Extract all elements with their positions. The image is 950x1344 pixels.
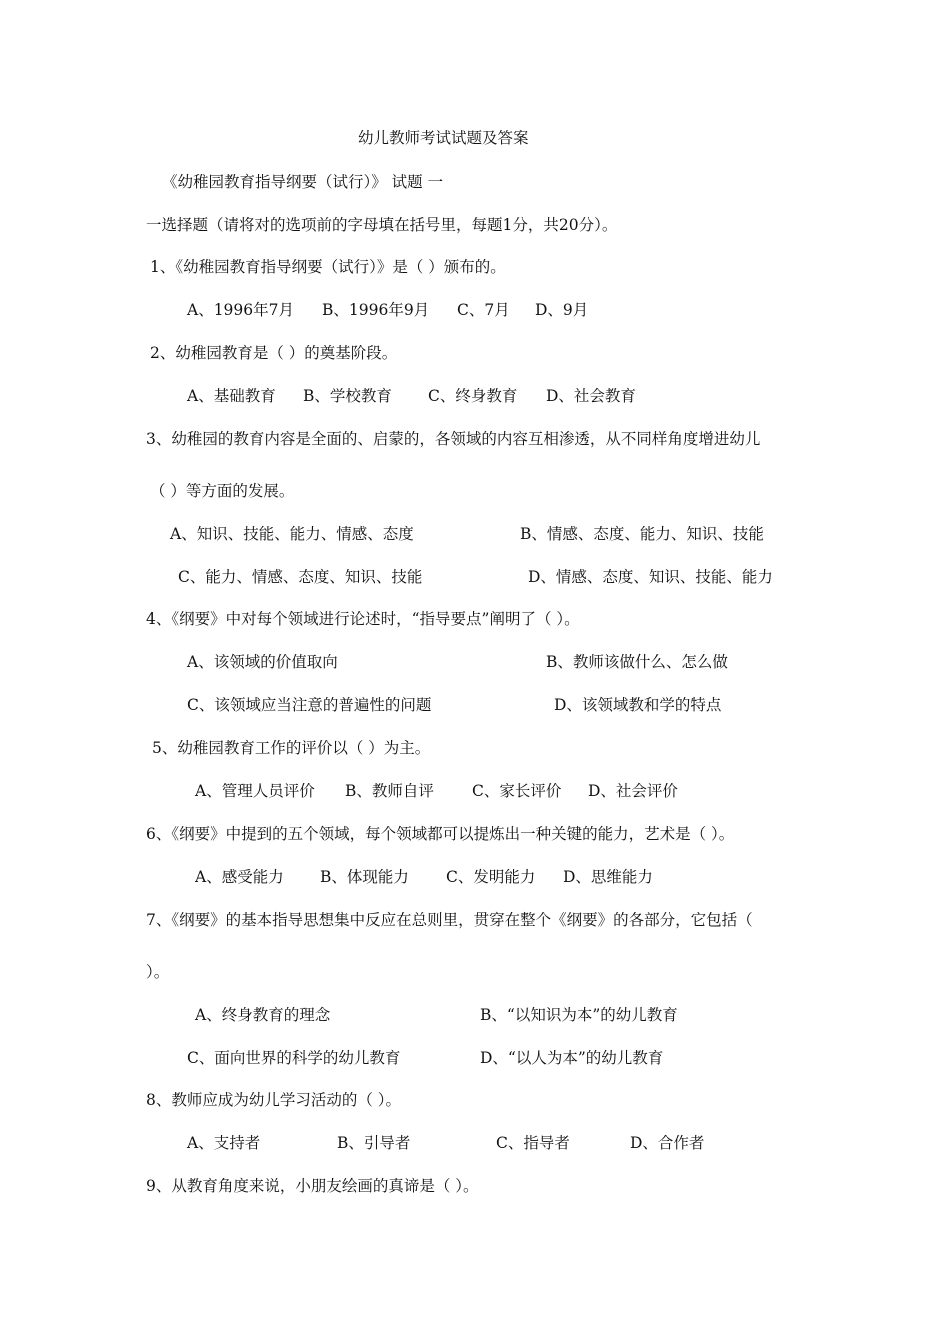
question-stem: 1、《幼稚园教育指导纲要（试行）》是（ ）颁布的。: [150, 258, 506, 276]
document-subtitle: 《幼稚园教育指导纲要（试行）》 试题 一: [162, 173, 444, 191]
option-c: C、面向世界的科学的幼儿教育: [187, 1049, 401, 1067]
question-stem: 8、教师应成为幼儿学习活动的（ ）。: [146, 1091, 402, 1109]
option-d: D、社会教育: [546, 387, 636, 405]
option-a: A、知识、技能、能力、情感、态度: [170, 525, 414, 543]
option-d: D、该领域教和学的特点: [554, 696, 722, 714]
option-b: B、教师该做什么、怎么做: [546, 653, 728, 671]
option-c: C、发明能力: [446, 868, 536, 886]
section-heading: 一选择题（请将对的选项前的字母填在括号里，每题1分，共20分）。: [146, 216, 618, 234]
option-c: C、该领域应当注意的普遍性的问题: [187, 696, 432, 714]
question-stem-continued: ）。: [146, 963, 170, 981]
option-b: B、引导者: [337, 1134, 411, 1152]
option-d: D、思维能力: [563, 868, 653, 886]
question-stem: 5、幼稚园教育工作的评价以（ ）为主。: [152, 739, 431, 757]
option-d: D、9月: [535, 301, 589, 319]
document-title: 幼儿教师考试试题及答案: [358, 129, 529, 147]
option-b: B、1996年9月: [322, 301, 430, 319]
option-b: B、“以知识为本”的幼儿教育: [480, 1006, 678, 1024]
option-b: B、学校教育: [303, 387, 392, 405]
option-c: C、能力、情感、态度、知识、技能: [178, 568, 423, 586]
question-stem: 7、《纲要》的基本指导思想集中反应在总则里，贯穿在整个《纲要》的各部分，它包括（: [146, 911, 753, 929]
option-a: A、1996年7月: [187, 301, 295, 319]
question-stem-continued: （ ）等方面的发展。: [150, 482, 295, 500]
option-b: B、体现能力: [320, 868, 409, 886]
option-d: D、“以人为本”的幼儿教育: [480, 1049, 664, 1067]
option-c: C、7月: [457, 301, 510, 319]
option-a: A、该领域的价值取向: [187, 653, 338, 671]
option-d: D、情感、态度、知识、技能、能力: [528, 568, 773, 586]
option-a: A、支持者: [187, 1134, 261, 1152]
option-b: B、情感、态度、能力、知识、技能: [520, 525, 764, 543]
option-c: C、家长评价: [472, 782, 562, 800]
option-d: D、合作者: [630, 1134, 705, 1152]
option-a: A、感受能力: [195, 868, 284, 886]
question-stem: 9、从教育角度来说，小朋友绘画的真谛是（ ）。: [146, 1177, 479, 1195]
option-b: B、教师自评: [345, 782, 434, 800]
question-stem: 6、《纲要》中提到的五个领域，每个领域都可以提炼出一种关键的能力，艺术是（ ）。: [146, 825, 735, 843]
option-a: A、管理人员评价: [195, 782, 315, 800]
question-stem: 3、幼稚园的教育内容是全面的、启蒙的，各领域的内容互相渗透，从不同样角度增进幼儿: [146, 430, 761, 448]
question-stem: 2、幼稚园教育是（ ）的奠基阶段。: [150, 344, 398, 362]
option-c: C、终身教育: [428, 387, 518, 405]
question-stem: 4、《纲要》中对每个领域进行论述时，“指导要点”阐明了（ ）。: [146, 610, 580, 628]
option-a: A、终身教育的理念: [195, 1006, 331, 1024]
option-d: D、社会评价: [588, 782, 678, 800]
option-a: A、基础教育: [187, 387, 276, 405]
option-c: C、指导者: [496, 1134, 570, 1152]
